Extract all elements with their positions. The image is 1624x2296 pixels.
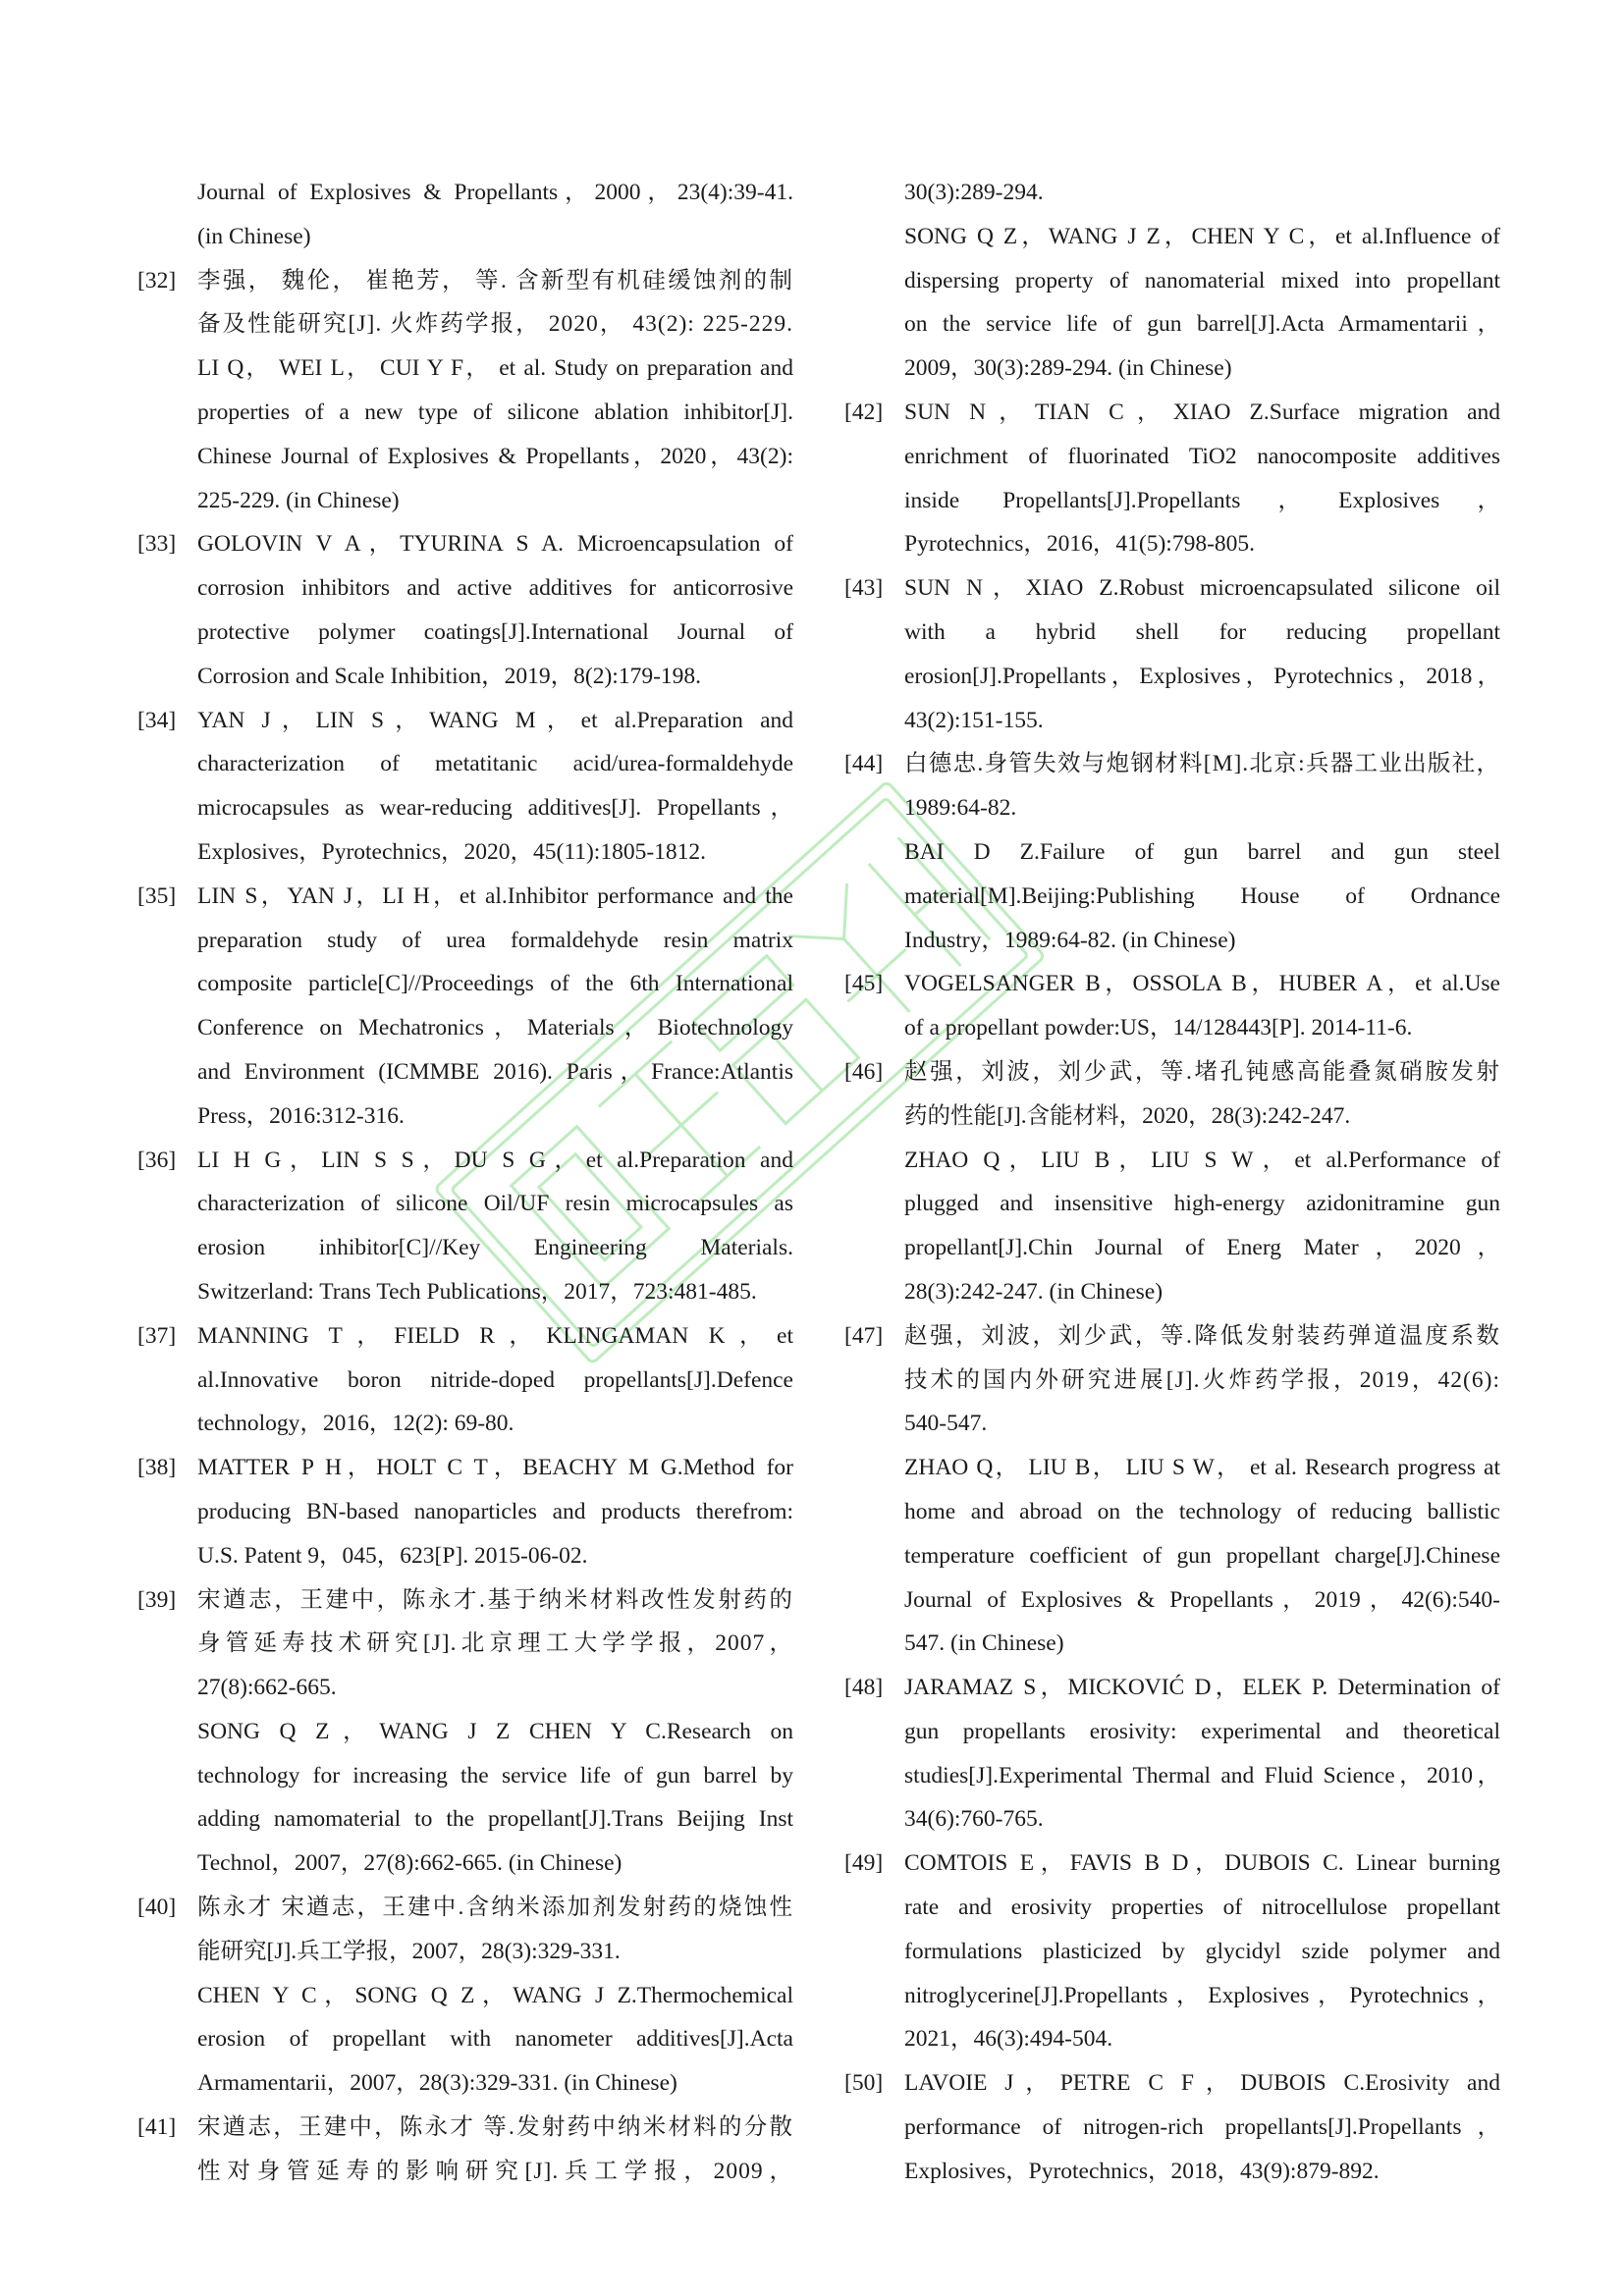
ref-line: temperature coefficient of gun propellant charge[J].Chinese <box>904 1542 1500 1569</box>
ref-line: 547. (in Chinese) <box>904 1630 1064 1657</box>
ref-line: properties of a new type of silicone ablation inhibitor[J]. <box>197 399 793 425</box>
ref-line: (in Chinese) <box>197 223 311 249</box>
ref-line: 宋遒志，王建中，陈永才 等.发射药中纳米材料的分散 <box>197 2114 793 2141</box>
ref-line: 34(6):760-765. <box>904 1806 1044 1833</box>
ref-text <box>197 699 793 875</box>
ref-line: SONG Q Z，WANG J Z CHEN Y C.Research on <box>197 1718 793 1744</box>
ref-line: 性对身管延寿的影响研究[J].兵工学报，2009， <box>197 2158 793 2184</box>
ref-number: [45] <box>844 971 884 997</box>
ref-line: 27(8):662-665. <box>197 1675 337 1701</box>
ref-line: 1989:64-82. <box>904 795 1017 822</box>
ref-line: COMTOIS E，FAVIS B D，DUBOIS C. Linear burning <box>904 1850 1500 1877</box>
ref-line: SONG Q Z，WANG J Z，CHEN Y C，et al.Influence of <box>904 223 1500 249</box>
reference-entry-48 <box>844 1666 1500 1842</box>
ref-line: dispersing property of nanomaterial mixed into propellant <box>904 267 1500 294</box>
ref-line: performance of nitrogen-rich propellants[J].Propellants， <box>904 2114 1500 2141</box>
ref-line: SUN N，TIAN C，XIAO Z.Surface migration and <box>904 399 1500 425</box>
reference-entry-35 <box>137 875 793 1139</box>
ref-line: 能研究[J].兵工学报，2007，28(3):329-331. <box>197 1938 621 1964</box>
ref-line: 药的性能[J].含能材料，2020，28(3):242-247. <box>904 1102 1351 1129</box>
reference-entry-42 <box>844 391 1500 566</box>
reference-entry-33 <box>137 522 793 698</box>
ref-line: Journal of Explosives & Propellants，2019，42(6):540- <box>904 1586 1500 1613</box>
ref-line: producing BN-based nanoparticles and products therefrom: <box>197 1498 793 1524</box>
ref-line: ZHAO Q，LIU B，LIU S W，et al.Performance of <box>904 1147 1500 1173</box>
ref-line: formulations plasticized by glycidyl szide polymer and <box>904 1938 1500 1964</box>
ref-line: 43(2):151-155. <box>904 707 1044 733</box>
ref-text <box>904 566 1500 742</box>
continued-reference <box>137 171 793 259</box>
ref-number: [41] <box>137 2114 177 2141</box>
ref-line: gun propellants erosivity: experimental and theoretical <box>904 1718 1500 1744</box>
ref-number: [36] <box>137 1147 177 1173</box>
ref-number: [35] <box>137 882 177 909</box>
reference-entry-44 <box>844 742 1500 962</box>
ref-line: inside Propellants[J].Propellants，Explosives， <box>904 487 1500 513</box>
reference-entry-45 <box>844 962 1500 1050</box>
ref-text <box>197 522 793 698</box>
ref-line: 540-547. <box>904 1411 988 1437</box>
ref-text <box>197 1886 793 2106</box>
ref-text <box>904 1314 1500 1666</box>
ref-line: 备及性能研究[J]. 火炸药学报， 2020， 43(2): 225-229. <box>197 311 793 338</box>
ref-line: 28(3):242-247. (in Chinese) <box>904 1278 1164 1305</box>
ref-text <box>197 259 793 523</box>
ref-number: [47] <box>844 1322 884 1349</box>
reference-entry-40 <box>137 1886 793 2106</box>
ref-line: of a propellant powder:US，14/128443[P]. 2014-11-6. <box>904 1015 1413 1041</box>
ref-number: [50] <box>844 2070 884 2097</box>
ref-line: 30(3):289-294. <box>904 180 1044 205</box>
ref-line: on the service life of gun barrel[J].Acta Armamentarii， <box>904 311 1500 338</box>
ref-line: Industry，1989:64-82. (in Chinese) <box>904 927 1236 953</box>
ref-text <box>197 875 793 1139</box>
ref-number: [46] <box>844 1058 884 1085</box>
reference-entry-43 <box>844 566 1500 742</box>
reference-entry-39 <box>137 1578 793 1887</box>
reference-entry-49 <box>844 1842 1500 2061</box>
ref-line: Conference on Mechatronics，Materials，Biotechnology <box>197 1015 793 1041</box>
ref-line: propellant[J].Chin Journal of Energ Mater，2020， <box>904 1235 1500 1261</box>
ref-number: [33] <box>137 531 177 558</box>
ref-line: Explosives，Pyrotechnics，2020，45(11):1805-1812. <box>197 838 707 865</box>
ref-line: Explosives，Pyrotechnics，2018，43(9):879-892. <box>904 2158 1380 2184</box>
ref-line: GOLOVIN V A，TYURINA S A. Microencapsulation of <box>197 531 793 558</box>
ref-text <box>197 1446 793 1577</box>
ref-line: 赵强，刘波，刘少武，等.堵孔钝感高能叠氮硝胺发射 <box>904 1058 1500 1085</box>
ref-number: [49] <box>844 1850 884 1877</box>
ref-line: adding namomaterial to the propellant[J].Trans Beijing Inst <box>197 1806 793 1833</box>
reference-entry-47 <box>844 1314 1500 1666</box>
ref-text <box>197 2106 793 2194</box>
ref-line: erosion inhibitor[C]//Key Engineering Materials. <box>197 1235 793 1261</box>
ref-number: [42] <box>844 399 884 425</box>
ref-text <box>904 1666 1500 1842</box>
ref-line: rate and erosivity properties of nitrocellulose propellant <box>904 1895 1500 1921</box>
left-column <box>137 171 793 2194</box>
reference-entry-38 <box>137 1446 793 1577</box>
ref-line: Chinese Journal of Explosives & Propellants，2020，43(2): <box>197 443 793 469</box>
ref-number: [48] <box>844 1675 884 1701</box>
ref-line: 李强， 魏伦， 崔艳芳， 等. 含新型有机硅缓蚀剂的制 <box>197 267 793 294</box>
ref-line: home and abroad on the technology of reducing ballistic <box>904 1498 1500 1524</box>
ref-line: 2021，46(3):494-504. <box>904 2026 1113 2053</box>
ref-line: characterization of metatitanic acid/urea-formaldehyde <box>197 751 793 777</box>
ref-line: Journal of Explosives & Propellants，2000，23(4):39-41. <box>197 180 793 205</box>
ref-line: Corrosion and Scale Inhibition，2019，8(2):179-198. <box>197 663 702 689</box>
reference-entry-41 <box>137 2106 793 2194</box>
ref-line: nitroglycerine[J].Propellants，Explosives，Pyrotechnics， <box>904 1982 1500 2008</box>
ref-line: corrosion inhibitors and active additives for anticorrosive <box>197 575 793 602</box>
ref-line: preparation study of urea formaldehyde resin matrix <box>197 927 793 953</box>
ref-line: enrichment of fluorinated TiO2 nanocomposite additives <box>904 443 1500 469</box>
ref-line: LAVOIE J，PETRE C F，DUBOIS C.Erosivity and <box>904 2070 1500 2097</box>
ref-line: 赵强，刘波，刘少武，等.降低发射装药弹道温度系数 <box>904 1322 1500 1349</box>
ref-line: Armamentarii，2007，28(3):329-331. (in Chinese) <box>197 2070 677 2097</box>
ref-line: material[M].Beijing:Publishing House of Ordnance <box>904 882 1500 909</box>
ref-line: CHEN Y C，SONG Q Z，WANG J Z.Thermochemical <box>197 1982 793 2008</box>
ref-text <box>197 1578 793 1887</box>
ref-line: composite particle[C]//Proceedings of the 6th International <box>197 971 793 997</box>
ref-line: with a hybrid shell for reducing propellant <box>904 618 1500 645</box>
ref-line: characterization of silicone Oil/UF resin microcapsules as <box>197 1191 793 1217</box>
ref-number: [44] <box>844 751 884 777</box>
ref-line: U.S. Patent 9，045，623[P]. 2015-06-02. <box>197 1542 588 1569</box>
ref-line: LIN S，YAN J，LI H，et al.Inhibitor performance and the <box>197 882 793 909</box>
ref-number: [38] <box>137 1455 177 1481</box>
ref-line: LI Q， WEI L， CUI Y F， et al. Study on preparation and <box>197 355 793 382</box>
reference-entry-34 <box>137 699 793 875</box>
reference-entry-46 <box>844 1050 1500 1314</box>
ref-number: [37] <box>137 1322 177 1349</box>
ref-text <box>904 1050 1500 1314</box>
ref-text <box>904 742 1500 962</box>
ref-line: 身管延寿技术研究[J].北京理工大学学报，2007， <box>197 1630 793 1657</box>
ref-line: SUN N，XIAO Z.Robust microencapsulated silicone oil <box>904 575 1500 602</box>
ref-line: 白德忠.身管失效与炮钢材料[M].北京:兵器工业出版社， <box>904 751 1500 777</box>
ref-line: 技术的国内外研究进展[J].火炸药学报，2019，42(6): <box>904 1366 1500 1393</box>
ref-line: microcapsules as wear-reducing additives[J]. Propellants， <box>197 795 793 822</box>
ref-text <box>904 962 1500 1050</box>
reference-entry-50 <box>844 2061 1500 2193</box>
ref-number: [39] <box>137 1586 177 1613</box>
ref-line: YAN J，LIN S，WANG M，et al.Preparation and <box>197 707 793 733</box>
ref-text <box>197 1314 793 1446</box>
ref-line: MATTER P H，HOLT C T，BEACHY M G.Method for <box>197 1455 793 1481</box>
ref-text <box>197 1139 793 1314</box>
ref-line: technology for increasing the service life of gun barrel by <box>197 1762 793 1789</box>
ref-number: [43] <box>844 575 884 602</box>
ref-line: studies[J].Experimental Thermal and Fluid Science，2010， <box>904 1762 1500 1789</box>
ref-line: al.Innovative boron nitride-doped propellants[J].Defence <box>197 1366 793 1393</box>
reference-entry-32 <box>137 259 793 523</box>
ref-line: ZHAO Q， LIU B， LIU S W， et al. Research progress at <box>904 1455 1500 1481</box>
ref-line: technology，2016，12(2): 69-80. <box>197 1411 514 1437</box>
ref-line: 陈永才 宋遒志，王建中.含纳米添加剂发射药的烧蚀性 <box>197 1895 793 1921</box>
ref-line: LI H G，LIN S S，DU S G，et al.Preparation and <box>197 1147 793 1173</box>
ref-line: Technol，2007，27(8):662-665. (in Chinese) <box>197 1850 623 1877</box>
ref-number: [34] <box>137 707 177 733</box>
ref-line: BAI D Z.Failure of gun barrel and gun steel <box>904 838 1500 865</box>
continued-reference <box>844 171 1500 391</box>
ref-line: Press，2016:312-316. <box>197 1102 405 1129</box>
ref-line: Switzerland: Trans Tech Publications，2017，723:481-485. <box>197 1278 757 1305</box>
ref-line: VOGELSANGER B，OSSOLA B，HUBER A，et al.Use <box>904 971 1500 997</box>
ref-number: [32] <box>137 267 177 294</box>
ref-line: 宋遒志，王建中，陈永才.基于纳米材料改性发射药的 <box>197 1586 793 1613</box>
right-column <box>844 171 1500 2194</box>
ref-line: 2009，30(3):289-294. (in Chinese) <box>904 355 1232 382</box>
reference-entry-37 <box>137 1314 793 1446</box>
ref-line: and Environment (ICMMBE 2016). Paris，France:Atlantis <box>197 1058 793 1085</box>
ref-line: Pyrotechnics，2016，41(5):798-805. <box>904 531 1256 558</box>
ref-line: erosion of propellant with nanometer additives[J].Acta <box>197 2026 793 2053</box>
ref-line: erosion[J].Propellants，Explosives，Pyrotechnics，2018， <box>904 663 1500 689</box>
ref-line: plugged and insensitive high-energy azidonitramine gun <box>904 1191 1500 1217</box>
reference-entry-36 <box>137 1139 793 1314</box>
ref-line: protective polymer coatings[J].International Journal of <box>197 618 793 645</box>
ref-line: JARAMAZ S，MICKOVIĆ D，ELEK P. Determination of <box>904 1675 1500 1701</box>
ref-line: MANNING T，FIELD R，KLINGAMAN K，et <box>197 1322 793 1349</box>
ref-text <box>904 391 1500 566</box>
ref-number: [40] <box>137 1895 177 1921</box>
ref-text <box>904 2061 1500 2193</box>
ref-line: 225-229. (in Chinese) <box>197 487 400 513</box>
ref-text <box>904 1842 1500 2061</box>
